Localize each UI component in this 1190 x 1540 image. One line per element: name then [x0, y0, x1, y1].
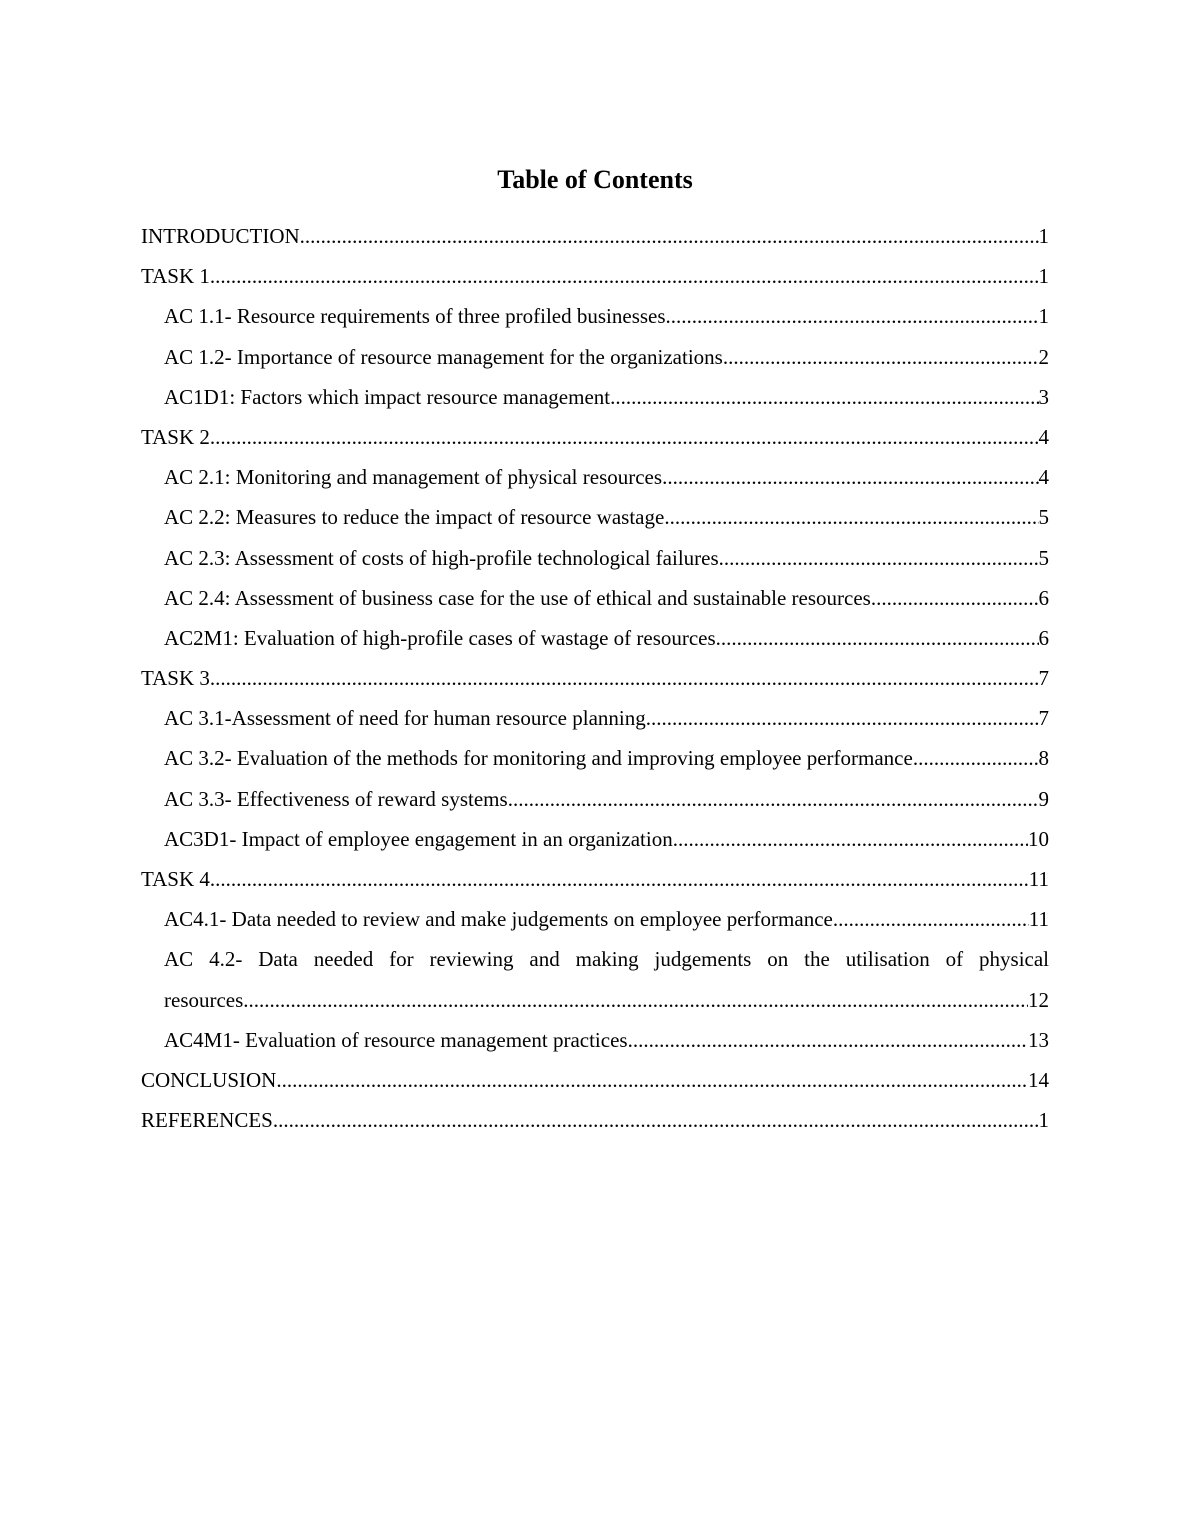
- dot-leader: [662, 457, 1038, 497]
- dot-leader: [300, 216, 1039, 256]
- toc-entry-label: AC2M1: Evaluation of high-profile cases of wastage of resources: [164, 625, 716, 650]
- toc-page-number: 10: [1028, 826, 1049, 851]
- toc-entry-label: AC 2.4: Assessment of business case for the use of ethical and sustainable resources: [164, 585, 871, 610]
- toc-entry-ac-1-2[interactable]: [141, 337, 1049, 377]
- toc-entry-label: TASK 1: [141, 264, 210, 289]
- toc-page-number: 1: [1038, 1108, 1049, 1133]
- toc-entry-ac-3-1[interactable]: [141, 698, 1049, 738]
- toc-page-number: 4: [1038, 424, 1049, 449]
- toc-entry-ac-1-1[interactable]: [141, 296, 1049, 336]
- toc-page-number: 6: [1038, 585, 1049, 610]
- dot-leader: [610, 377, 1038, 417]
- toc-entry-references[interactable]: [141, 1100, 1049, 1140]
- toc-entry-label: AC 1.2- Importance of resource management for the organizations: [164, 344, 723, 369]
- toc-page-number: 4: [1038, 465, 1049, 490]
- toc-page-number: 11: [1028, 907, 1049, 932]
- toc-entry-conclusion[interactable]: [141, 1060, 1049, 1100]
- dot-leader: [716, 618, 1039, 658]
- dot-leader: [871, 578, 1039, 618]
- toc-entry-label: TASK 4: [141, 867, 210, 891]
- toc-page-number: 1: [1038, 224, 1049, 248]
- dot-leader: [673, 819, 1028, 859]
- toc-entry-label: AC 2.2: Measures to reduce the impact of resource wastage: [164, 505, 665, 530]
- toc-entry-ac-4-2[interactable]: [141, 939, 1049, 1019]
- toc-entry-task-3[interactable]: [141, 658, 1049, 698]
- dot-leader: [210, 417, 1039, 457]
- toc-page-number: 5: [1038, 545, 1049, 570]
- toc-page-number: 9: [1038, 786, 1049, 811]
- toc-entry-ac-2-4[interactable]: [141, 578, 1049, 618]
- toc-entry-task-4[interactable]: [141, 859, 1049, 899]
- toc-list: [141, 216, 1049, 1140]
- toc-entry-label: AC 1.1- Resource requirements of three profiled businesses: [164, 304, 666, 329]
- dot-leader: [210, 859, 1029, 899]
- toc-entry-label: AC1D1: Factors which impact resource management: [164, 384, 611, 409]
- dot-leader: [913, 738, 1039, 778]
- toc-entry-label: AC 2.3: Assessment of costs of high-profile technological failures: [164, 545, 719, 570]
- toc-page-number: 7: [1038, 706, 1049, 731]
- toc-entry-label: AC3D1- Impact of employee engagement in an organization: [164, 826, 673, 851]
- dot-leader: [273, 1100, 1039, 1140]
- toc-page-number: 12: [1028, 987, 1049, 1012]
- toc-title: Table of Contents: [497, 165, 693, 194]
- toc-page-number: 6: [1038, 625, 1049, 650]
- dot-leader: [723, 337, 1039, 377]
- toc-entry-ac-2-3[interactable]: [141, 538, 1049, 578]
- dot-leader: [646, 698, 1039, 738]
- toc-entry-ac2m1[interactable]: [141, 618, 1049, 658]
- toc-entry-label-line-2: resources: [164, 987, 244, 1012]
- dot-leader: [210, 658, 1039, 698]
- toc-entry-label: AC4M1- Evaluation of resource management practices: [164, 1027, 628, 1052]
- toc-entry-ac-3-3[interactable]: [141, 779, 1049, 819]
- dot-leader: [508, 779, 1039, 819]
- toc-page-number: 13: [1028, 1027, 1049, 1052]
- toc-entry-ac4-1[interactable]: [141, 899, 1049, 939]
- toc-page-number: 5: [1038, 505, 1049, 530]
- toc-entry-ac-3-2[interactable]: [141, 738, 1049, 778]
- toc-entry-introduction[interactable]: [141, 216, 1049, 256]
- toc-entry-label: CONCLUSION: [141, 1067, 277, 1092]
- toc-page-number: 1: [1038, 264, 1049, 289]
- toc-page-number: 8: [1038, 746, 1049, 771]
- toc-entry-label: REFERENCES: [141, 1108, 273, 1133]
- toc-page-number: 11: [1028, 867, 1049, 891]
- toc-entry-ac4m1[interactable]: [141, 1020, 1049, 1060]
- toc-entry-ac3d1[interactable]: [141, 819, 1049, 859]
- dot-leader: [276, 1060, 1028, 1100]
- toc-entry-label: AC 3.1-Assessment of need for human resource planning: [164, 706, 646, 731]
- toc-entry-ac-2-1[interactable]: [141, 457, 1049, 497]
- toc-entry-label: TASK 2: [141, 424, 210, 449]
- toc-entry-line-2: [164, 980, 1049, 1020]
- toc-entry-ac1d1[interactable]: [141, 377, 1049, 417]
- toc-page-number: 2: [1038, 344, 1049, 369]
- dot-leader: [664, 497, 1038, 537]
- toc-entry-label: AC 3.2- Evaluation of the methods for monitoring and improving employee performance: [164, 746, 913, 771]
- toc-page-number: 7: [1038, 666, 1049, 691]
- toc-entry-label: AC 2.1: Monitoring and management of physical resources: [164, 465, 663, 490]
- dot-leader: [243, 980, 1028, 1020]
- toc-entry-label: AC 3.3- Effectiveness of reward systems: [164, 786, 508, 811]
- toc-entry-label: AC4.1- Data needed to review and make judgements on employee performance: [164, 907, 833, 932]
- dot-leader: [719, 538, 1039, 578]
- toc-entry-task-1[interactable]: [141, 256, 1049, 296]
- toc-entry-ac-2-2[interactable]: [141, 497, 1049, 537]
- toc-page-number: 1: [1038, 304, 1049, 329]
- dot-leader: [210, 256, 1039, 296]
- toc-page-number: 3: [1038, 384, 1049, 409]
- dot-leader: [628, 1020, 1028, 1060]
- toc-entry-label: INTRODUCTION: [141, 224, 300, 248]
- dot-leader: [666, 296, 1039, 336]
- toc-page-number: 14: [1028, 1067, 1049, 1092]
- toc-entry-label: TASK 3: [141, 666, 210, 691]
- dot-leader: [833, 899, 1029, 939]
- toc-entry-task-2[interactable]: [141, 417, 1049, 457]
- toc-entry-label-line-1: AC 4.2- Data needed for reviewing and making judgements on the utilisation of physical: [164, 947, 1049, 972]
